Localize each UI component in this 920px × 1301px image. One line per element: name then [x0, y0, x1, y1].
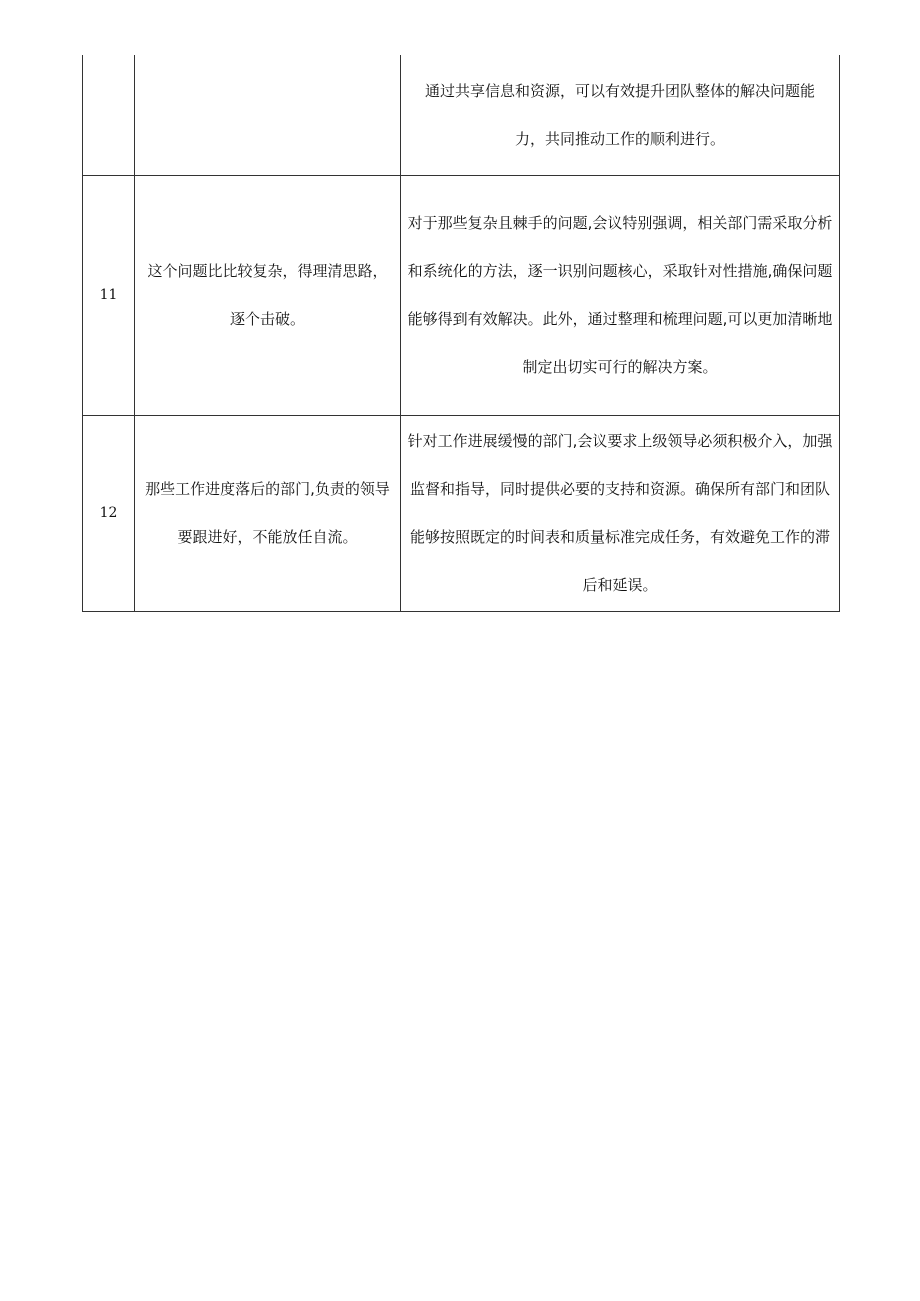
issue-text: 这个问题比比较复杂，得理清思路，逐个击破。 [147, 262, 388, 328]
row-number-cell: 12 [83, 415, 135, 611]
measure-cell [401, 175, 840, 415]
issue-cell [135, 415, 401, 611]
table-row [83, 175, 840, 415]
measure-text: 通过共享信息和资源，可以有效提升团队整体的解决问题能力，共同推动工作的顺利进行。 [424, 81, 815, 148]
issue-cell [135, 55, 401, 175]
issues-table [82, 55, 840, 612]
row-number-cell: 11 [83, 175, 135, 415]
row-number-cell [83, 55, 135, 175]
table-row [83, 55, 840, 175]
measure-cell [401, 415, 840, 611]
measure-text: 对于那些复杂且棘手的问题,会议特别强调，相关部门需采取分析和系统化的方法，逐一识别问题核心，采取针对性措施,确保问题能够得到有效解决。此外，通过整理和梳理问题,可以更加清晰地制定出切实可行的解决方案。 [407, 214, 833, 376]
measure-cell [401, 55, 840, 175]
issue-cell [135, 175, 401, 415]
measure-text: 针对工作进展缓慢的部门,会议要求上级领导必须积极介入，加强监督和指导，同时提供必要的支持和资源。确保所有部门和团队能够按照既定的时间表和质量标准完成任务，有效避免工作的滞后和延误。 [407, 432, 833, 594]
table-row [83, 415, 840, 611]
issue-text: 那些工作进度落后的部门,负责的领导要跟进好，不能放任自流。 [145, 480, 390, 546]
